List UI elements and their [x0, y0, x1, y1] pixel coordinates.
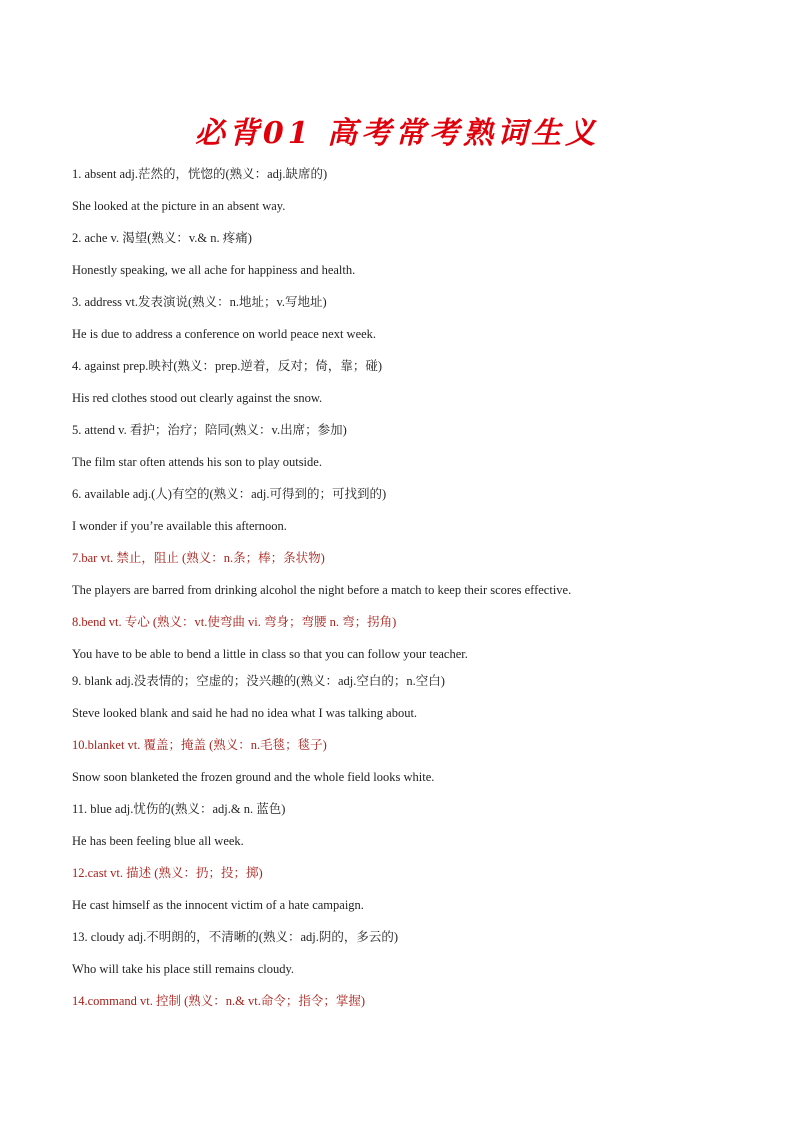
vocab-headword: 9. blank adj.没表情的；空虚的；没兴趣的(熟义：adj.空白的；n.空白): [72, 674, 445, 688]
vocab-example-sentence: Snow soon blanketed the frozen ground and the whole field looks white.: [72, 770, 435, 784]
vocab-example-sentence: The players are barred from drinking alcohol the night before a match to keep their scores effective.: [72, 583, 572, 597]
vocab-headword: 7.bar vt. 禁止，阻止 (熟义：n.条；棒；条状物): [72, 551, 325, 565]
vocab-entry: [72, 230, 752, 278]
vocab-entry: [72, 993, 752, 1009]
vocab-entry: [72, 486, 752, 534]
page-title: 必背01 高考常考熟词生义: [194, 116, 600, 151]
vocab-headword: 1. absent adj.茫然的，恍惚的(熟义：adj.缺席的): [72, 167, 328, 181]
vocab-headword: 14.command vt. 控制 (熟义：n.& vt.命令；指令；掌握): [72, 994, 366, 1008]
vocab-example-sentence: She looked at the picture in an absent way.: [72, 199, 286, 213]
vocab-entry: [72, 737, 752, 785]
vocab-entry: [72, 929, 752, 977]
vocab-entry: [72, 865, 752, 913]
vocab-headword: 8.bend vt. 专心 (熟义：vt.使弯曲 vi. 弯身；弯腰 n. 弯；拐角): [72, 615, 397, 629]
vocab-headword: 6. available adj.(人)有空的(熟义：adj.可得到的；可找到的): [72, 487, 387, 501]
vocab-example-sentence: I wonder if you’re available this afternoon.: [72, 519, 287, 533]
vocab-headword: 5. attend v. 看护；治疗；陪同(熟义：v.出席；参加): [72, 423, 347, 437]
vocab-headword: 11. blue adj.忧伤的(熟义：adj.& n. 蓝色): [72, 802, 286, 816]
vocab-example-sentence: Steve looked blank and said he had no idea what I was talking about.: [72, 706, 418, 720]
vocab-example-sentence: His red clothes stood out clearly against the snow.: [72, 391, 323, 405]
vocabulary-list: [72, 166, 752, 1025]
vocab-entry: [72, 550, 752, 598]
vocab-headword: 4. against prep.映衬(熟义：prep.逆着，反对；倚，靠；碰): [72, 359, 383, 373]
vocab-headword: 10.blanket vt. 覆盖；掩盖 (熟义：n.毛毯；毯子): [72, 738, 327, 752]
vocab-example-sentence: The film star often attends his son to play outside.: [72, 455, 322, 469]
vocab-entry: [72, 358, 752, 406]
vocab-headword: 12.cast vt. 描述 (熟义：扔；投；掷): [72, 866, 263, 880]
vocab-entry: [72, 422, 752, 470]
vocab-example-sentence: Honestly speaking, we all ache for happiness and health.: [72, 263, 356, 277]
vocab-example-sentence: Who will take his place still remains cloudy.: [72, 962, 295, 976]
vocab-example-sentence: He is due to address a conference on world peace next week.: [72, 327, 377, 341]
vocab-headword: 13. cloudy adj.不明朗的，不清晰的(熟义：adj.阴的，多云的): [72, 930, 399, 944]
vocab-entry: [72, 166, 752, 214]
vocab-headword: 3. address vt.发表演说(熟义：n.地址；v.写地址): [72, 295, 327, 309]
vocab-entry: [72, 294, 752, 342]
vocab-entry: [72, 614, 752, 662]
vocab-example-sentence: He cast himself as the innocent victim of a hate campaign.: [72, 898, 364, 912]
vocab-example-sentence: You have to be able to bend a little in class so that you can follow your teacher.: [72, 647, 468, 661]
vocab-headword: 2. ache v. 渴望(熟义：v.& n. 疼痛): [72, 231, 252, 245]
vocab-entry: [72, 673, 752, 721]
vocab-example-sentence: He has been feeling blue all week.: [72, 834, 244, 848]
vocab-entry: [72, 801, 752, 849]
